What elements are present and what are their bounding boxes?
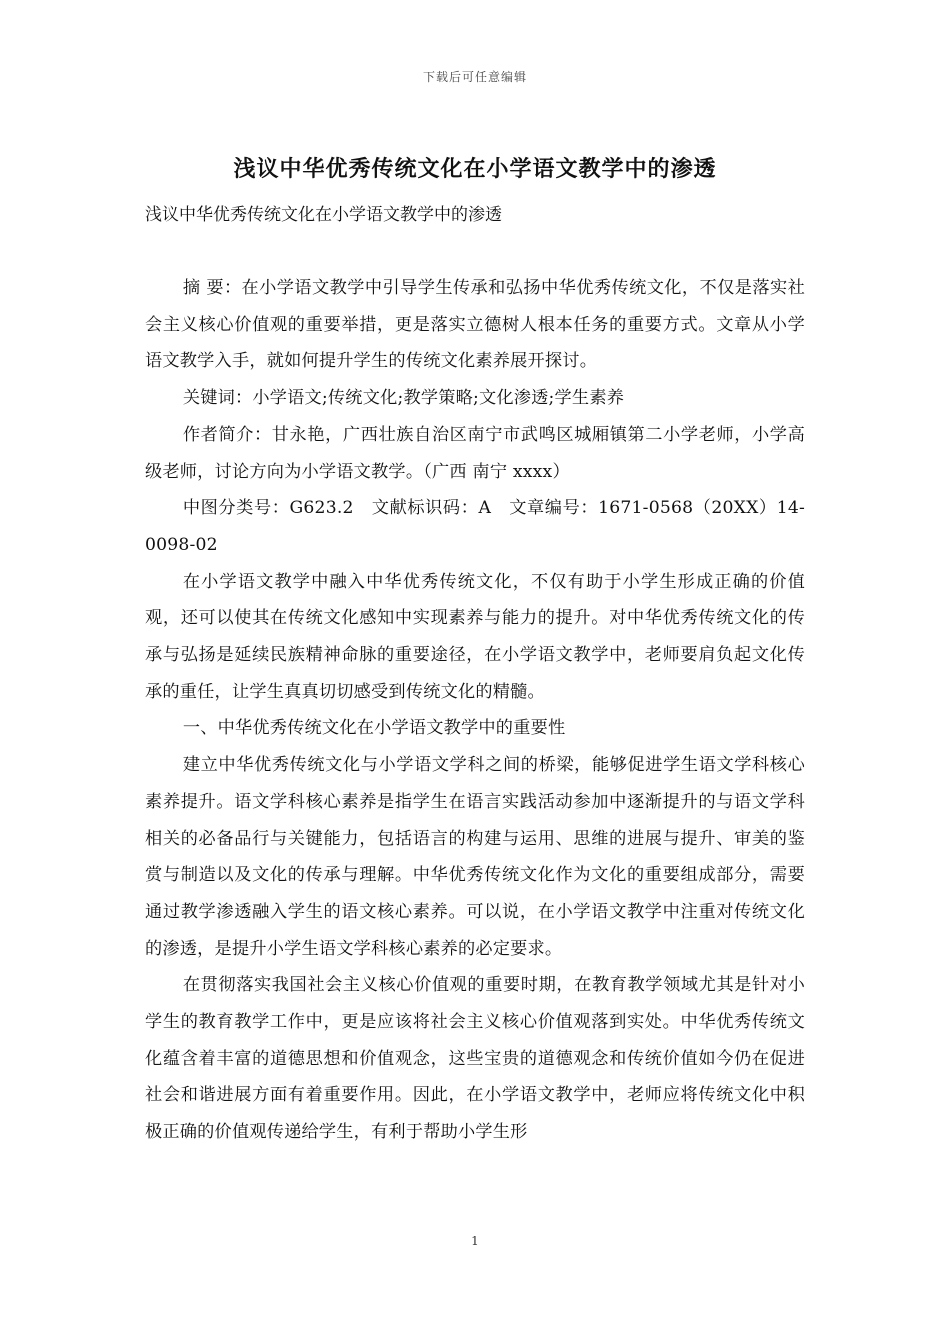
body-paragraph: 在贯彻落实我国社会主义核心价值观的重要时期，在教育教学领域尤其是针对小学生的教育教学工作中，更是应该将社会主义核心价值观落到实处。中华优秀传统文化蕴含着丰富的道德思想和价值观念，这些宝贵的道德观念和传统价值如今仍在促进社会和谐进展方面有着重要作用。因此，在小学语文教学中，老师应将传统文化中积极正确的价值观传递给学生，有利于帮助小学生形 [145, 975, 805, 1143]
intro-paragraph: 在小学语文教学中融入中华优秀传统文化，不仅有助于小学生形成正确的价值观，还可以使其在传统文化感知中实现素养与能力的提升。对中华优秀传统文化的传承与弘扬是延续民族精神命脉的重要途径，在小学语文教学中，老师要肩负起文化传承的重任，让学生真真切切感受到传统文化的精髓。 [145, 571, 805, 702]
body-paragraph: 建立中华优秀传统文化与小学语文学科之间的桥梁，能够促进学生语文学科核心素养提升。语文学科核心素养是指学生在语言实践活动参加中逐渐提升的与语文学科相关的必备品行与关键能力，包括语言的构建与运用、思维的进展与提升、审美的鉴赏与制造以及文化的传承与理解。中华优秀传统文化作为文化的重要组成部分，需要通过教学渗透融入学生的语文核心素养。可以说，在小学语文教学中注重对传统文化的渗透，是提升小学生语文学科核心素养的必定要求。 [145, 755, 805, 959]
page-header-note: 下载后可任意编辑 [422, 70, 527, 84]
author-bio-paragraph: 作者简介：甘永艳，广西壮族自治区南宁市武鸣区城厢镇第二小学老师，小学高级老师，讨论方向为小学语文教学。（广西 南宁 xxxx） [145, 424, 805, 482]
classification-paragraph: 中图分类号：G623.2 文献标识码：A 文章编号：1671-0568（20XX）14-0098-02 [145, 498, 805, 555]
section-heading: 一、中华优秀传统文化在小学语文教学中的重要性 [182, 718, 566, 739]
abstract-paragraph: 摘 要：在小学语文教学中引导学生传承和弘扬中华优秀传统文化，不仅是落实社会主义核心价值观的重要举措，更是落实立德树人根本任务的重要方式。文章从小学语文教学入手，就如何提升学生的传统文化素养展开探讨。 [145, 278, 805, 372]
document-body [145, 270, 805, 1151]
keywords-paragraph: 关键词：小学语文;传统文化;教学策略;文化渗透;学生素养 [182, 388, 625, 409]
document-title: 浅议中华优秀传统文化在小学语文教学中的渗透 [233, 157, 717, 182]
document-subtitle: 浅议中华优秀传统文化在小学语文教学中的渗透 [145, 205, 502, 225]
page-number: 1 [471, 1234, 479, 1248]
